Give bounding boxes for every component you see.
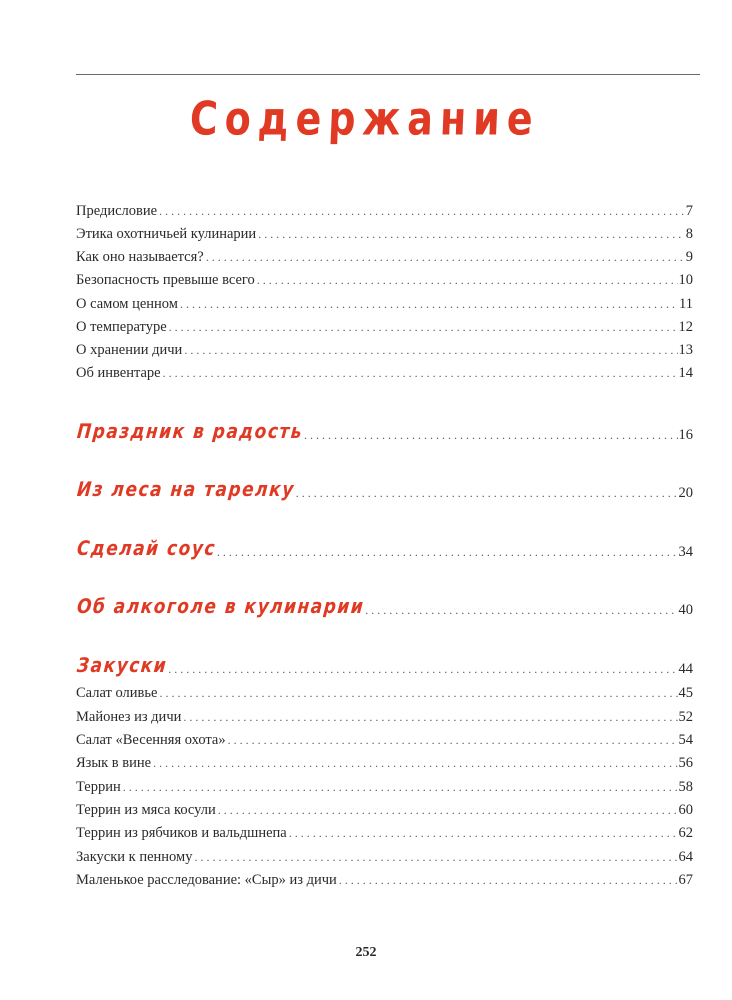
page-title: Содержание <box>188 92 541 146</box>
dot-leader <box>184 343 677 358</box>
toc-entry <box>76 685 693 705</box>
dot-leader <box>183 710 677 725</box>
toc-entry-label: Салат оливье <box>76 685 158 701</box>
toc-entry <box>76 296 693 316</box>
toc-entry <box>76 226 693 246</box>
toc-page-number: 62 <box>678 825 693 841</box>
toc-entry <box>76 365 693 385</box>
toc-section-label: Закуски <box>76 654 169 678</box>
toc-page-number: 20 <box>678 485 693 501</box>
top-rule <box>76 74 700 75</box>
toc-entry-label: Салат «Весенняя охота» <box>76 732 226 748</box>
toc-page-number: 60 <box>678 802 693 818</box>
toc-page-number: 13 <box>678 342 693 358</box>
toc-page-number: 54 <box>678 732 693 748</box>
toc-section-label: Сделай соус <box>76 537 218 561</box>
toc-section-entry <box>76 537 693 571</box>
toc-page-number: 14 <box>678 365 693 381</box>
toc-page-number: 56 <box>678 755 693 771</box>
toc-entry <box>76 825 693 845</box>
toc-entry <box>76 779 693 799</box>
dot-leader <box>206 250 685 265</box>
toc-entry <box>76 849 693 869</box>
toc-section-entry <box>76 595 693 629</box>
toc-section-label: Из леса на тарелку <box>76 478 296 502</box>
toc-entry-label: Террин из рябчиков и вальдшнепа <box>76 825 287 841</box>
toc-entry-label: Предисловие <box>76 203 158 219</box>
toc-entry-label: О температуре <box>76 319 167 335</box>
toc-entry-label: О самом ценном <box>76 296 178 312</box>
dot-leader <box>339 873 678 888</box>
toc-entry-label: Этика охотничьей кулинарии <box>76 226 257 242</box>
toc-entry-label: Безопасность превыше всего <box>76 272 255 288</box>
toc-entry-label: Террин <box>76 779 121 795</box>
toc-page-number: 11 <box>679 296 693 312</box>
toc-entry-label: Закуски к пенному <box>76 849 193 865</box>
toc-entry-label: Майонез из дичи <box>76 709 182 725</box>
toc-entry <box>76 342 693 362</box>
toc-entry <box>76 709 693 729</box>
toc-section-entry <box>76 420 693 454</box>
toc-section-label: Об алкоголе в кулинарии <box>76 595 366 619</box>
toc-page-number: 12 <box>678 319 693 335</box>
toc-page-number: 58 <box>678 779 693 795</box>
toc-entry <box>76 755 693 775</box>
toc-entry <box>76 802 693 822</box>
toc-entry <box>76 732 693 752</box>
dot-leader <box>159 686 677 701</box>
toc-section-entry <box>76 478 693 512</box>
dot-leader <box>289 826 678 841</box>
dot-leader <box>217 545 678 560</box>
dot-leader <box>153 756 677 771</box>
dot-leader <box>169 320 678 335</box>
dot-leader <box>163 366 678 381</box>
toc-entry-label: Об инвентаре <box>76 365 161 381</box>
toc-page-number: 64 <box>678 849 693 865</box>
toc-entry <box>76 249 693 269</box>
toc-entry-label: Маленькое расследование: «Сыр» из дичи <box>76 872 337 888</box>
toc-page-number: 7 <box>685 203 693 219</box>
toc-section-label: Праздник в радость <box>76 420 305 444</box>
toc-entry-label: Террин из мяса косули <box>76 802 216 818</box>
toc-page-number: 44 <box>678 661 693 677</box>
toc-page-number: 8 <box>685 226 693 242</box>
dot-leader <box>304 428 678 443</box>
toc-page-number: 9 <box>685 249 693 265</box>
toc-page-number: 52 <box>678 709 693 725</box>
toc-page-number: 45 <box>678 685 693 701</box>
toc-entry-label: О хранении дичи <box>76 342 183 358</box>
dot-leader <box>365 603 677 618</box>
dot-leader <box>257 273 678 288</box>
toc-section-entry <box>76 654 693 688</box>
page-number: 252 <box>355 945 377 960</box>
dot-leader <box>228 733 678 748</box>
dot-leader <box>123 780 678 795</box>
dot-leader <box>159 204 685 219</box>
dot-leader <box>168 662 677 677</box>
toc-page-number: 16 <box>678 427 693 443</box>
toc-page-number: 34 <box>678 544 693 560</box>
dot-leader <box>258 227 685 242</box>
toc-entry-label: Как оно называется? <box>76 249 204 265</box>
toc-entry <box>76 272 693 292</box>
toc-page-number: 10 <box>678 272 693 288</box>
toc-entry-label: Язык в вине <box>76 755 152 771</box>
dot-leader <box>296 486 678 501</box>
toc-page-number: 40 <box>678 602 693 618</box>
toc-page-number: 67 <box>678 872 693 888</box>
dot-leader <box>218 803 678 818</box>
dot-leader <box>180 297 678 312</box>
toc-entry <box>76 872 693 892</box>
toc-entry <box>76 203 693 223</box>
toc-entry <box>76 319 693 339</box>
dot-leader <box>194 850 677 865</box>
